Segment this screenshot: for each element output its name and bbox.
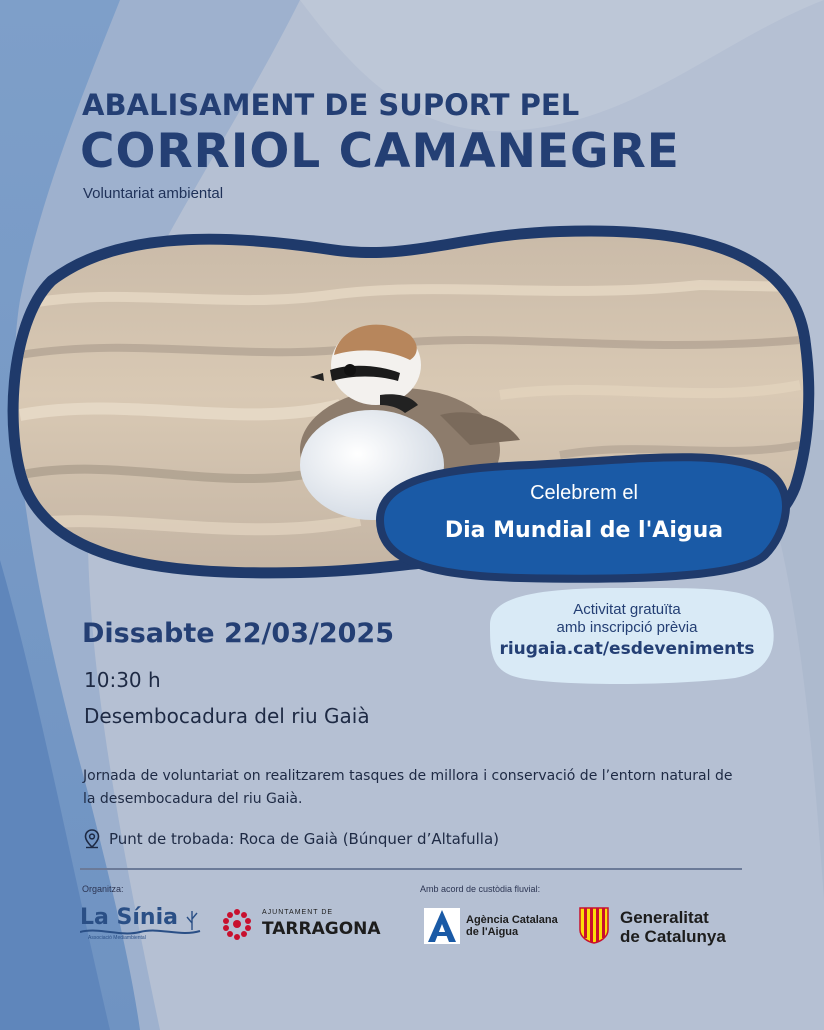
- footer-divider: [80, 868, 742, 870]
- registration-line-1: Activitat gratuïta: [573, 601, 681, 618]
- registration-url[interactable]: riugaia.cat/esdeveniments: [499, 639, 755, 659]
- generalitat-logo: [578, 906, 748, 946]
- celebration-line-1: Celebrem el: [530, 482, 638, 504]
- map-pin-icon: [83, 829, 101, 849]
- generalitat-line-2: de Catalunya: [620, 927, 726, 946]
- registration-text: [482, 601, 772, 637]
- title-line-1: ABALISAMENT DE SUPORT PEL: [82, 88, 580, 122]
- la-sinia-reed-icon: [184, 909, 200, 931]
- generalitat-line-1: Generalitat: [620, 908, 709, 927]
- tarragona-logo: [220, 906, 380, 942]
- aca-a-icon: [424, 908, 460, 944]
- celebration-line-2: Dia Mundial de l'Aigua: [444, 518, 724, 543]
- registration-line-2: amb inscripció prèvia: [556, 619, 698, 636]
- agreement-label: Amb acord de custòdia fluvial:: [420, 884, 541, 894]
- event-time: 10:30 h: [84, 668, 161, 692]
- generalitat-senyera-icon: [578, 906, 610, 944]
- organizer-label: Organitza:: [82, 884, 124, 894]
- aca-logo: [424, 906, 574, 946]
- la-sinia-logo: [80, 905, 210, 945]
- subtitle: Voluntariat ambiental: [83, 185, 224, 202]
- tarragona-name: TARRAGONA: [262, 919, 381, 939]
- tarragona-subtitle: AJUNTAMENT DE: [262, 909, 334, 916]
- la-sinia-subtitle: Associació Mediambiental: [88, 935, 146, 941]
- la-sinia-name: La Sínia: [80, 905, 178, 930]
- aca-name: [466, 914, 558, 938]
- event-description: Jornada de voluntariat on realitzarem tasques de millora i conservació de l’entorn natural de la desembocadura del riu Gaià.: [83, 768, 733, 807]
- generalitat-name: [620, 908, 726, 946]
- aca-line-2: de l'Aigua: [466, 926, 519, 938]
- meeting-point-text: Punt de trobada: Roca de Gaià (Búnquer d’Altafulla): [109, 830, 500, 848]
- aca-line-1: Agència Catalana: [466, 914, 558, 926]
- celebration-bubble: [360, 440, 800, 590]
- tarragona-emblem-icon: [220, 908, 254, 940]
- meeting-point: [83, 829, 499, 849]
- event-place: Desembocadura del riu Gaià: [84, 704, 370, 728]
- title-line-2: CORRIOL CAMANEGRE: [80, 124, 680, 179]
- event-date: Dissabte 22/03/2025: [82, 618, 394, 649]
